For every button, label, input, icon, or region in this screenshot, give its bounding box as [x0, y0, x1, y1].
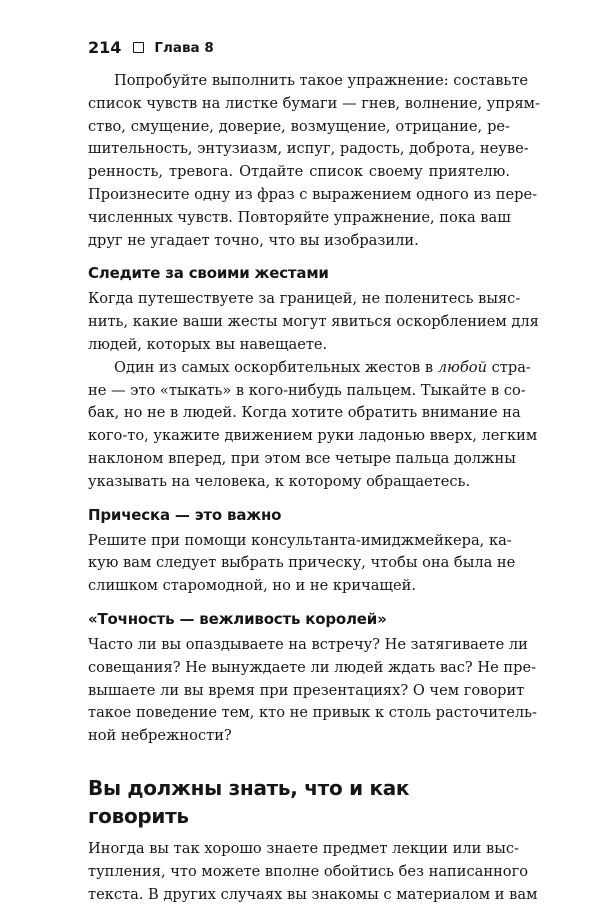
- section-paragraph: [88, 838, 538, 906]
- text-line: Иногда вы так хорошо знаете предмет лекции или выс-: [88, 839, 519, 857]
- text-line: текста. В других случаях вы знакомы с материалом и вам: [88, 885, 538, 903]
- text-line: людей, которых вы навещаете.: [88, 335, 328, 353]
- chapter-title: Глава 8: [154, 39, 214, 56]
- text-line: такое поведение тем, кто не привык к столь расточитель-: [88, 704, 537, 722]
- text-line: ренность, тревога. Отдайте список своему приятелю.: [88, 163, 510, 181]
- page-content: [88, 70, 540, 906]
- text-line: нить, какие ваши жесты могут явиться оскорблением для: [88, 313, 539, 331]
- text-line: Часто ли вы опаздываете на встречу? Не затягиваете ли: [88, 635, 528, 653]
- text-line: Попробуйте выполнить такое упражнение: составьте: [114, 72, 529, 89]
- square-bullet-icon: [133, 42, 144, 53]
- section-heading: Вы должны знать, что и как говорить: [88, 775, 410, 828]
- text-line: шительность, энтузиазм, испуг, радость, доброта, неуве-: [88, 140, 529, 158]
- text-line: Когда путешествуете за границей, не поленитесь выяс-: [88, 290, 521, 308]
- text-line: кого-то, укажите движением руки ладонью вверх, легким: [88, 427, 538, 445]
- gestures-paragraph-1: [88, 288, 539, 356]
- text-line: не — это «тыкать» в кого-нибудь пальцем. Тыкайте в со-: [88, 381, 526, 399]
- text-line: друг не угадает точно, что вы изобразили.: [88, 231, 419, 249]
- punctuality-paragraph: [88, 634, 537, 748]
- text-line: указывать на человека, к которому обращаетесь.: [88, 472, 471, 490]
- gestures-paragraph-2: [88, 357, 538, 494]
- italic-word: любой: [437, 358, 487, 376]
- text-line: Решите при помощи консультанта-имиджмейкера, ка-: [88, 531, 512, 549]
- heading-punctuality: «Точность — вежливость королей»: [88, 609, 387, 628]
- running-header: [88, 38, 214, 57]
- text-line: совещания? Не вынуждаете ли людей ждать вас? Не пре-: [88, 658, 537, 676]
- text-line: вышаете ли вы время при презентациях? О чем говорит: [88, 681, 525, 699]
- text-line: численных чувств. Повторяйте упражнение, пока ваш: [88, 208, 511, 226]
- text-line: бак, но не в людей. Когда хотите обратить внимание на: [88, 404, 521, 422]
- text-line: ной небрежности?: [88, 727, 232, 745]
- text-line: Произнесите одну из фраз с выражением одного из пере-: [88, 185, 538, 203]
- text-line: наклоном вперед, при этом все четыре пальца должны: [88, 449, 516, 467]
- heading-gestures: Следите за своими жестами: [88, 264, 329, 283]
- text-line: тупления, что можете вполне обойтись без написанного: [88, 862, 529, 880]
- page-number: 214: [88, 38, 122, 57]
- intro-paragraph: [88, 70, 540, 252]
- text-line: слишком старомодной, но и не кричащей.: [88, 577, 416, 595]
- text-line: [88, 357, 531, 380]
- text-line: список чувств на листке бумаги — гнев, волнение, упрям-: [88, 94, 540, 112]
- hairstyle-paragraph: [88, 530, 516, 598]
- text-segment: Один из самых оскорбительных жестов в: [114, 358, 438, 376]
- heading-hairstyle: Прическа — это важно: [88, 505, 282, 524]
- text-line: кую вам следует выбрать прическу, чтобы она была не: [88, 554, 516, 572]
- text-line: ство, смущение, доверие, возмущение, отрицание, ре-: [88, 117, 510, 135]
- text-segment: стра-: [486, 358, 531, 376]
